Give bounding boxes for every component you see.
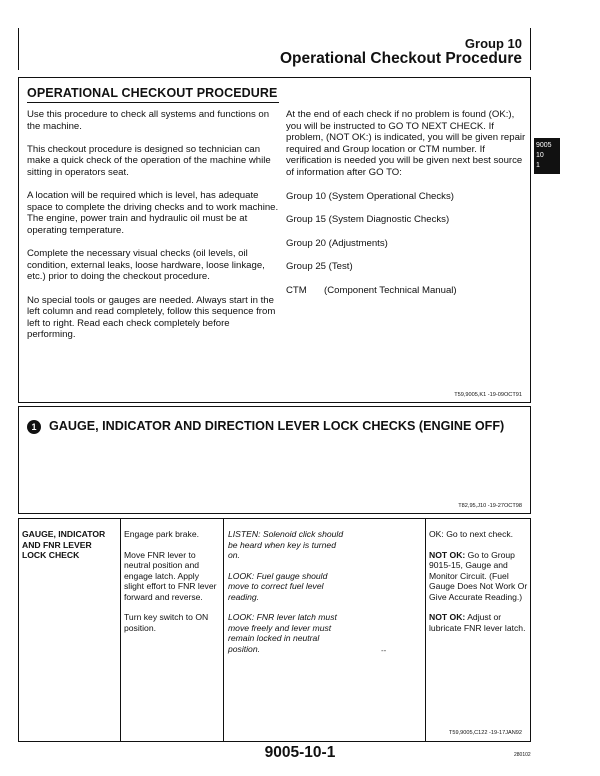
header-rule-right — [530, 28, 531, 70]
procedure-intro-box — [18, 77, 531, 403]
reference-item: Group 25 (Test) — [286, 261, 353, 273]
reference-item: Group 10 (System Operational Checks) — [286, 190, 454, 202]
ctm-label: CTM — [286, 284, 307, 296]
action-step: Turn key switch to ON position. — [124, 612, 209, 633]
not-ok-label: NOT OK: — [429, 612, 466, 622]
action-step: Move FNR lever to neutral position and engage latch. Apply slight effort to FNR lever forward and reverse. — [124, 549, 217, 602]
not-ok-text: Go to Group 9015-15, Gauge and Monitor Circuit. (Fuel Gauge Does Not Work Or Give Accurate Reading.) — [429, 549, 528, 602]
heading-underline — [27, 102, 279, 103]
result-cell — [429, 529, 529, 643]
page-number: 9005-10-1 — [264, 744, 336, 761]
ctm-item — [286, 285, 532, 297]
action-cell — [124, 529, 220, 643]
column-divider — [425, 519, 426, 741]
intro-paragraph: No special tools or gauges are needed. Always start in the left column and read completely, follow this sequence from left to right. Read each check completely before performing. — [27, 294, 276, 341]
observation: LOOK: FNR lever latch must move freely and lever must remain locked in neutral position. — [228, 612, 337, 654]
reference-item: Group 15 (System Diagnostic Checks) — [286, 214, 450, 226]
header-rule-left — [18, 28, 19, 70]
intro-paragraph: A location will be required which is level, has adequate space to complete the driving checks and to work machine. The engine, power train and hydraulic oil must be at operating temperature. — [27, 190, 279, 236]
intro-paragraph: Use this procedure to check all systems and functions on the machine. — [27, 109, 270, 132]
check-heading: GAUGE, INDICATOR AND DIRECTION LEVER LOCK CHECKS (ENGINE OFF) — [49, 419, 505, 433]
dash-mark: -- — [381, 646, 387, 655]
side-tab-line2: 10 — [536, 152, 544, 159]
observation: LISTEN: Solenoid click should be heard when key is turned on. — [228, 529, 344, 560]
not-ok-result — [429, 612, 529, 633]
reference-code: T59,9005,K1 -19-09OCT91 — [454, 392, 522, 398]
reference-code: T59,9005,C122 -19-17JAN92 — [448, 730, 522, 736]
right-intro-paragraph: At the end of each check if no problem is found (OK:), you will be instructed to GO TO NEXT CHECK. If problem, (NOT OK:) is indicated, you will be given repair required and Group location or CTM number. If verification is needed you will be given next best source of information after GO TO: — [286, 109, 526, 178]
not-ok-result — [429, 550, 529, 603]
intro-right-column — [286, 109, 532, 309]
check-name-cell — [22, 529, 118, 571]
intro-left-column — [27, 109, 279, 352]
not-ok-text: Adjust or lubricate FNR lever latch. — [429, 612, 526, 633]
column-divider — [120, 519, 121, 741]
observation-cell — [228, 529, 346, 664]
step-number-badge: 1 — [27, 420, 41, 434]
ok-result: OK: Go to next check. — [429, 529, 514, 539]
ctm-text: (Component Technical Manual) — [324, 284, 457, 296]
reference-code: T82,95,J10 -19-27OCT98 — [458, 503, 522, 509]
check-name: GAUGE, INDICATOR AND FNR LEVER LOCK CHECK — [22, 529, 106, 560]
side-tab-line1: 9005 — [536, 142, 552, 149]
check-heading-box — [18, 406, 531, 514]
section-side-tab — [534, 138, 560, 174]
page-code: 280102 — [514, 752, 531, 758]
observation: LOOK: Fuel gauge should move to correct fuel level reading. — [228, 570, 328, 602]
action-step: Engage park brake. — [124, 529, 200, 539]
procedure-heading: OPERATIONAL CHECKOUT PROCEDURE — [27, 86, 278, 100]
group-label: Group 10 — [464, 36, 522, 51]
intro-paragraph: Complete the necessary visual checks (oil levels, oil condition, external leaks, loose hardware, loose linkage, etc.) prior to doing the checkout procedure. — [27, 248, 265, 283]
check-table — [18, 518, 531, 742]
not-ok-label: NOT OK: — [429, 549, 466, 560]
page-title: Operational Checkout Procedure — [279, 50, 522, 67]
column-divider — [223, 519, 224, 741]
side-tab-line3: 1 — [536, 162, 540, 169]
reference-item: Group 20 (Adjustments) — [286, 237, 388, 249]
intro-paragraph: This checkout procedure is designed so technician can make a quick check of the operation of the machine while sitting in operators seat. — [27, 143, 271, 178]
